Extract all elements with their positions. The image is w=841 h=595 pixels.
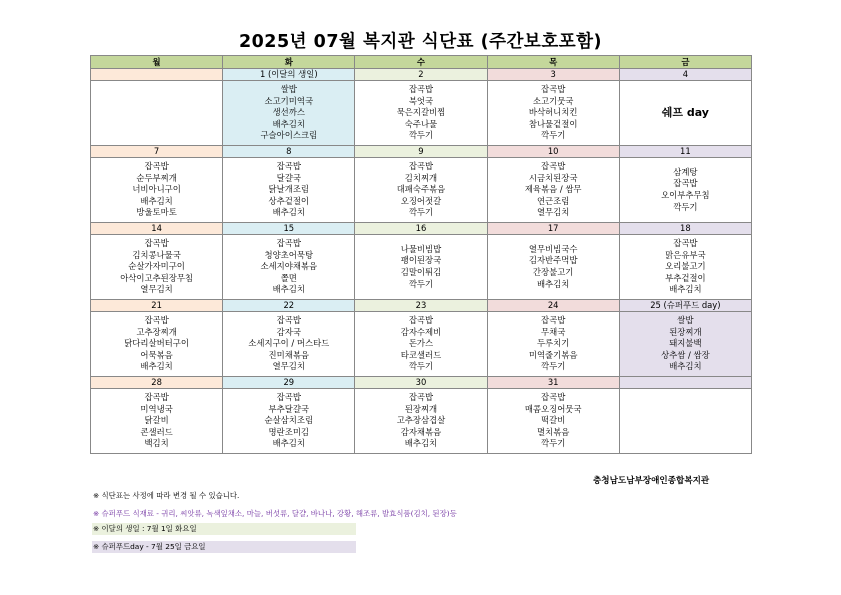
menu-item: 잡곡밥 xyxy=(276,315,301,326)
menu-item: 잡곡밥 xyxy=(673,238,698,249)
menu-row xyxy=(91,81,752,146)
date-row xyxy=(91,300,752,312)
menu-item: 명란조미김 xyxy=(268,426,309,437)
menu-item: 멸치볶음 xyxy=(536,426,570,437)
menu-item: 닭다리살버터구이 xyxy=(124,338,189,349)
menu-item: 깍두기 xyxy=(408,278,434,289)
menu-item: 배추김치 xyxy=(140,195,173,206)
menu-item: 배추김치 xyxy=(536,278,570,289)
menu-item: 잡곡밥 xyxy=(276,238,301,249)
menu-item: 삼계탕 xyxy=(673,166,698,177)
date-cell: 18 xyxy=(619,223,751,235)
menu-item: 청양초어묵탕 xyxy=(264,249,314,260)
menu-item: 김치콩나물국 xyxy=(132,249,181,260)
menu-item: 깍두기 xyxy=(541,130,566,141)
page-title: 2025년 07월 복지관 식단표 (주간보호포함) xyxy=(238,32,603,52)
menu-item: 달걀국 xyxy=(276,172,301,183)
menu-item: 배추김치 xyxy=(272,284,305,295)
menu-item: 대패숙주볶음 xyxy=(396,184,446,195)
menu-item: 나물비빔밥 xyxy=(400,243,442,254)
menu-item: 상추겉절이 xyxy=(268,195,309,206)
date-cell: 9 xyxy=(355,146,487,158)
menu-item: 묵은지갈비찜 xyxy=(396,107,446,118)
menu-item: 쌀밥 xyxy=(677,315,694,326)
date-cell: 16 xyxy=(355,223,487,235)
menu-item: 숙주나물 xyxy=(404,118,438,129)
date-row xyxy=(91,223,752,235)
menu-item: 부추달걀국 xyxy=(268,403,309,414)
note-superfood: ※ 슈퍼푸드 식재료 - 귀리, 씨앗류, 녹색잎채소, 마늘, 버섯류, 달걀, 바나나, 강황, 해조류, 발효식품(김치, 된장)등 xyxy=(93,509,457,518)
menu-item: 감자국 xyxy=(276,326,301,337)
date-cell: 1 (이달의 생일) xyxy=(223,69,355,81)
note-change: ※ 식단표는 사정에 따라 변경 될 수 있습니다. xyxy=(93,491,240,500)
menu-item: 배추김치 xyxy=(272,438,305,449)
menu-item: 맑은유부국 xyxy=(665,249,706,260)
date-cell: 17 xyxy=(487,223,619,235)
menu-item: 돈가스 xyxy=(408,338,434,349)
date-cell: 3 xyxy=(487,69,619,81)
menu-item: 떡갈비 xyxy=(541,415,566,426)
menu-item: 열무비빔국수 xyxy=(528,243,578,254)
menu-cell xyxy=(223,389,355,454)
menu-item: 생선까스 xyxy=(272,107,305,118)
menu-row xyxy=(91,312,752,377)
note-birthday: ※ 이달의 생일 : 7월 1일 화요일 xyxy=(92,523,356,535)
menu-cell xyxy=(355,389,487,454)
menu-item: 잡곡밥 xyxy=(408,392,434,403)
menu-item: 백김치 xyxy=(144,438,169,449)
menu-cell xyxy=(487,81,619,146)
menu-item: 연근조림 xyxy=(536,195,570,206)
date-row xyxy=(91,377,752,389)
menu-item: 감자채볶음 xyxy=(400,426,442,437)
menu-cell xyxy=(223,158,355,223)
menu-cell xyxy=(355,158,487,223)
menu-item: 배추김치 xyxy=(669,361,702,372)
menu-item: 제육볶음 / 쌈무 xyxy=(524,184,582,195)
menu-item: 열무김치 xyxy=(536,207,570,218)
menu-item: 된장찌개 xyxy=(404,403,438,414)
menu-item: 오징어젓갈 xyxy=(400,195,442,206)
menu-cell xyxy=(91,312,223,377)
menu-item: 닭갈비 xyxy=(144,415,169,426)
menu-cell xyxy=(91,81,223,146)
menu-item: 잡곡밥 xyxy=(276,392,301,403)
menu-item: 쫄면 xyxy=(280,272,297,283)
date-cell: 23 xyxy=(355,300,487,312)
menu-cell xyxy=(355,312,487,377)
date-row xyxy=(91,69,752,81)
day-header-mon: 월 xyxy=(91,56,223,69)
menu-cell xyxy=(223,312,355,377)
meal-table xyxy=(90,55,752,454)
menu-item: 잡곡밥 xyxy=(276,161,301,172)
menu-item: 타코샐러드 xyxy=(400,349,442,360)
menu-item: 아삭이고추된장무침 xyxy=(120,272,193,283)
menu-item: 배추김치 xyxy=(404,438,438,449)
menu-cell xyxy=(487,235,619,300)
date-cell: 30 xyxy=(355,377,487,389)
menu-item: 잡곡밥 xyxy=(408,315,434,326)
menu-item: 깍두기 xyxy=(673,201,698,212)
date-cell xyxy=(619,377,751,389)
date-cell: 28 xyxy=(91,377,223,389)
menu-item: 쌀밥 xyxy=(280,84,297,95)
menu-item: 배추김치 xyxy=(272,207,305,218)
menu-item: 상추쌈 / 쌈장 xyxy=(661,349,710,360)
menu-item: 김말이튀김 xyxy=(400,267,442,277)
menu-cell xyxy=(619,235,751,300)
menu-item: 간장불고기 xyxy=(532,267,574,277)
menu-row xyxy=(91,158,752,223)
menu-item: 잡곡밥 xyxy=(144,161,169,172)
menu-item: 순살가자미구이 xyxy=(128,261,185,272)
menu-item: 잡곡밥 xyxy=(144,238,169,249)
menu-item: 시금치된장국 xyxy=(528,172,578,183)
menu-item: 북엇국 xyxy=(408,95,434,106)
menu-item: 소세지야채볶음 xyxy=(260,261,318,272)
date-cell: 14 xyxy=(91,223,223,235)
menu-item: 잡곡밥 xyxy=(541,392,566,403)
menu-item: 잡곡밥 xyxy=(541,315,566,326)
date-cell: 10 xyxy=(487,146,619,158)
date-cell: 25 (슈퍼푸드 day) xyxy=(619,300,751,312)
menu-item: 진미채볶음 xyxy=(268,349,309,360)
menu-item: 방울토마토 xyxy=(136,207,177,218)
date-cell: 11 xyxy=(619,146,751,158)
menu-item: 닭날개조림 xyxy=(268,184,309,195)
menu-cell xyxy=(355,81,487,146)
date-cell: 4 xyxy=(619,69,751,81)
menu-item: 배추김치 xyxy=(669,284,702,295)
menu-item: 소세지구이 / 머스타드 xyxy=(248,338,330,349)
menu-cell xyxy=(355,235,487,300)
menu-item: 무채국 xyxy=(541,326,566,337)
organization-name: 충청남도남부장애인종합복지관 xyxy=(593,476,710,486)
menu-item: 콘샐러드 xyxy=(140,426,173,437)
menu-row xyxy=(91,235,752,300)
day-header-fri: 금 xyxy=(619,56,751,69)
menu-item: 팽이된장국 xyxy=(400,255,442,266)
date-cell: 21 xyxy=(91,300,223,312)
menu-item: 너비아니구이 xyxy=(132,184,181,195)
menu-item: 미역냉국 xyxy=(140,403,173,414)
menu-item: 소고기미역국 xyxy=(264,95,314,106)
date-cell: 24 xyxy=(487,300,619,312)
menu-cell xyxy=(619,312,751,377)
menu-cell xyxy=(223,81,355,146)
menu-cell xyxy=(487,158,619,223)
menu-item: 순두부찌개 xyxy=(136,172,177,183)
menu-cell xyxy=(91,389,223,454)
menu-item: 열무김치 xyxy=(272,361,305,372)
menu-item: 깍두기 xyxy=(408,361,434,372)
menu-item: 잡곡밥 xyxy=(144,392,169,403)
menu-item: 열무김치 xyxy=(140,284,173,295)
menu-row xyxy=(91,389,752,454)
date-cell: 15 xyxy=(223,223,355,235)
menu-item: 깍두기 xyxy=(408,130,434,141)
menu-item: 김치찌개 xyxy=(404,172,438,183)
menu-item: 돼지불백 xyxy=(669,338,702,349)
menu-item: 깍두기 xyxy=(541,438,566,449)
menu-item: 배추김치 xyxy=(272,118,305,129)
menu-item: 참나물겉절이 xyxy=(528,118,578,129)
menu-item: 쉐프 day xyxy=(661,106,709,120)
menu-item: 잡곡밥 xyxy=(673,178,698,189)
menu-item: 두루치기 xyxy=(536,338,570,349)
date-cell: 2 xyxy=(355,69,487,81)
menu-item: 잡곡밥 xyxy=(408,84,434,95)
menu-item: 잡곡밥 xyxy=(144,315,169,326)
date-cell: 31 xyxy=(487,377,619,389)
menu-item: 오이부추무침 xyxy=(661,190,710,200)
menu-cell xyxy=(91,235,223,300)
menu-cell xyxy=(619,389,751,454)
menu-cell xyxy=(619,158,751,223)
date-cell: 29 xyxy=(223,377,355,389)
menu-cell xyxy=(487,312,619,377)
date-row xyxy=(91,146,752,158)
menu-item: 소고기뭇국 xyxy=(532,95,574,106)
day-header-thu: 목 xyxy=(487,56,619,69)
menu-item: 배추김치 xyxy=(140,361,173,372)
day-header-row xyxy=(91,56,752,69)
menu-item: 미역줄기볶음 xyxy=(528,349,578,360)
menu-item: 바삭허니치킨 xyxy=(528,107,578,118)
menu-item: 고추장삼겹살 xyxy=(396,415,446,426)
note-superfood-day: ※ 슈퍼푸드day - 7월 25일 금요일 xyxy=(92,541,356,553)
menu-item: 부추겉절이 xyxy=(665,272,706,283)
date-cell: 8 xyxy=(223,146,355,158)
day-header-tue: 화 xyxy=(223,56,355,69)
menu-item: 오리불고기 xyxy=(665,261,706,272)
menu-item: 잡곡밥 xyxy=(408,161,434,172)
menu-item: 김자반주먹밥 xyxy=(528,255,578,266)
menu-item: 감자수제비 xyxy=(400,326,442,337)
menu-cell xyxy=(223,235,355,300)
menu-cell xyxy=(619,81,751,146)
menu-item: 매콤오징어뭇국 xyxy=(524,403,582,414)
menu-item: 깍두기 xyxy=(541,361,566,372)
date-cell: 7 xyxy=(91,146,223,158)
menu-item: 고추장찌개 xyxy=(136,326,177,337)
menu-item: 순살삼치조림 xyxy=(264,415,314,426)
menu-item: 어묵볶음 xyxy=(140,349,173,360)
menu-item: 잡곡밥 xyxy=(541,161,566,172)
day-header-wed: 수 xyxy=(355,56,487,69)
menu-item: 된장찌개 xyxy=(669,326,702,337)
menu-item: 깍두기 xyxy=(408,207,434,218)
menu-item: 잡곡밥 xyxy=(541,84,566,95)
menu-cell xyxy=(91,158,223,223)
menu-item: 구슬아이스크림 xyxy=(260,130,318,141)
date-cell xyxy=(91,69,223,81)
date-cell: 22 xyxy=(223,300,355,312)
menu-cell xyxy=(487,389,619,454)
